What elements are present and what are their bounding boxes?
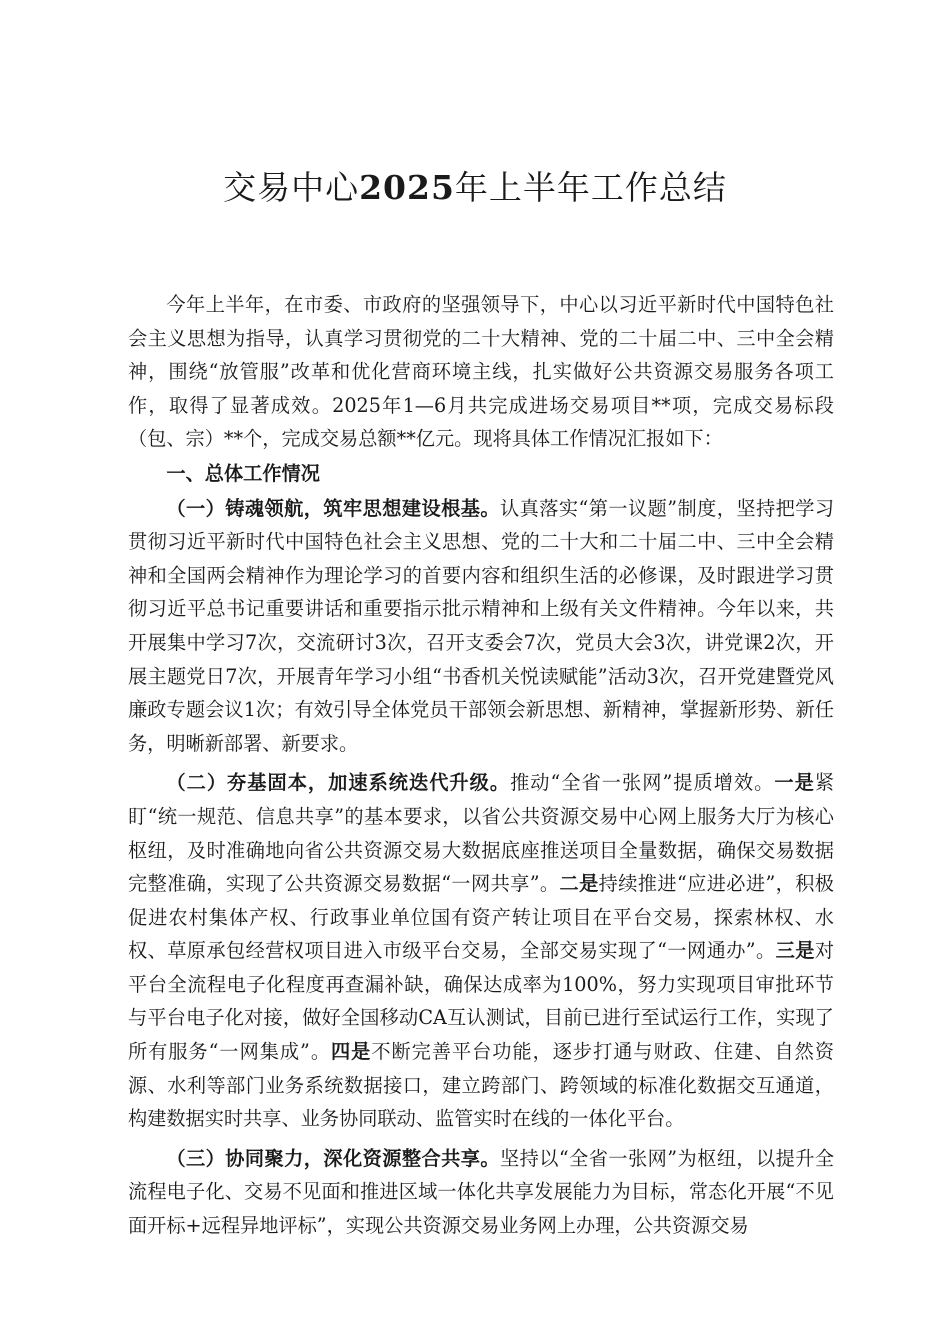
item-2-point-2-label: 二是: [559, 872, 599, 896]
paragraph-item-1: [128, 492, 834, 761]
item-2-point-1-label: 一是: [774, 771, 815, 795]
title-suffix: 年上半年工作总结: [454, 168, 727, 207]
item-1-text: 认真落实“第一议题”制度，坚持把学习贯彻习近平新时代中国特色社会主义思想、党的二十大和二十届二中、三中全会精神和全国两会精神作为理论学习的首要内容和组织生活的必修课，及时跟进学习贯彻习近平总书记重要讲话和重要指示批示精神和上级有关文件精神。今年以来，共开展集中学习7次，交流研讨3次，召开支委会7次，党员大会3次，讲党课2次，开展主题党日7次，开展青年学习小组“书香机关悦读赋能”活动3次，召开党建暨党风廉政专题会议1次；有效引导全体党员干部领会新思想、新精神，掌握新形势、新任务，明晰新部署、新要求。: [128, 496, 835, 755]
paragraph-item-2: [128, 766, 834, 1136]
page-title: [0, 162, 950, 214]
item-1-lead: （一）铸魂领航，筑牢思想建设根基。: [166, 496, 500, 520]
title-year: 2025: [359, 168, 455, 207]
document-body: [128, 288, 834, 1243]
item-2-point-1-text: 紧盯“统一规范、信息共享”的基本要求，以省公共资源交易中心网上服务大厅为核心枢纽，及时准确地向省公共资源交易大数据底座推送项目全量数据，确保交易数据完整准确，实现了公共资源交易数据“一网共享”。: [128, 771, 835, 896]
item-3-text: 坚持以“全省一张网”为枢纽，以提升全流程电子化、交易不见面和推进区域一体化共享发展能力为目标，常态化开展“不见面开标+远程异地评标”，实现公共资源交易业务网上办理，公共资源交易: [128, 1146, 835, 1238]
item-2-intro: 推动“全省一张网”提质增效。: [510, 771, 775, 795]
paragraph-item-3: [128, 1142, 834, 1243]
item-3-lead: （三）协同聚力，深化资源整合共享。: [166, 1146, 500, 1170]
item-2-point-3-text: 对平台全流程电子化程度再查漏补缺，确保达成率为100%，努力实现项目审批环节与平台电子化对接，做好全国移动CA互认测试，目前已进行至试运行工作，实现了所有服务“一网集成”。: [128, 939, 834, 1064]
item-2-point-4-label: 四是: [331, 1040, 372, 1064]
item-2-lead: （二）夯基固本，加速系统迭代升级。: [166, 771, 511, 795]
item-2-point-3-label: 三是: [775, 939, 815, 963]
section-heading: 一、总体工作情况: [166, 461, 320, 485]
title-prefix: 交易中心: [223, 168, 360, 207]
item-2-point-2-text: 持续推进“应进必进”，积极促进农村集体产权、行政事业单位国有资产转让项目在平台交易，探索林权、水权、草原承包经营权项目进入市级平台交易，全部交易实现了“一网通办”。: [128, 872, 834, 963]
intro-paragraph: 今年上半年，在市委、市政府的坚强领导下，中心以习近平新时代中国特色社会主义思想为指导，认真学习贯彻党的二十大精神、党的二十届二中、三中全会精神，围绕“放管服”改革和优化营商环境主线，扎实做好公共资源交易服务各项工作，取得了显著成效。2025年1—6月共完成进场交易项目**项，完成交易标段（包、宗）**个，完成交易总额**亿元。现将具体工作情况汇报如下：: [128, 293, 834, 451]
item-2-point-4-text: 不断完善平台功能，逐步打通与财政、住建、自然资源、水利等部门业务系统数据接口，建立跨部门、跨领域的标准化数据交互通道，构建数据实时共享、业务协同联动、监管实时在线的一体化平台。: [128, 1040, 835, 1131]
